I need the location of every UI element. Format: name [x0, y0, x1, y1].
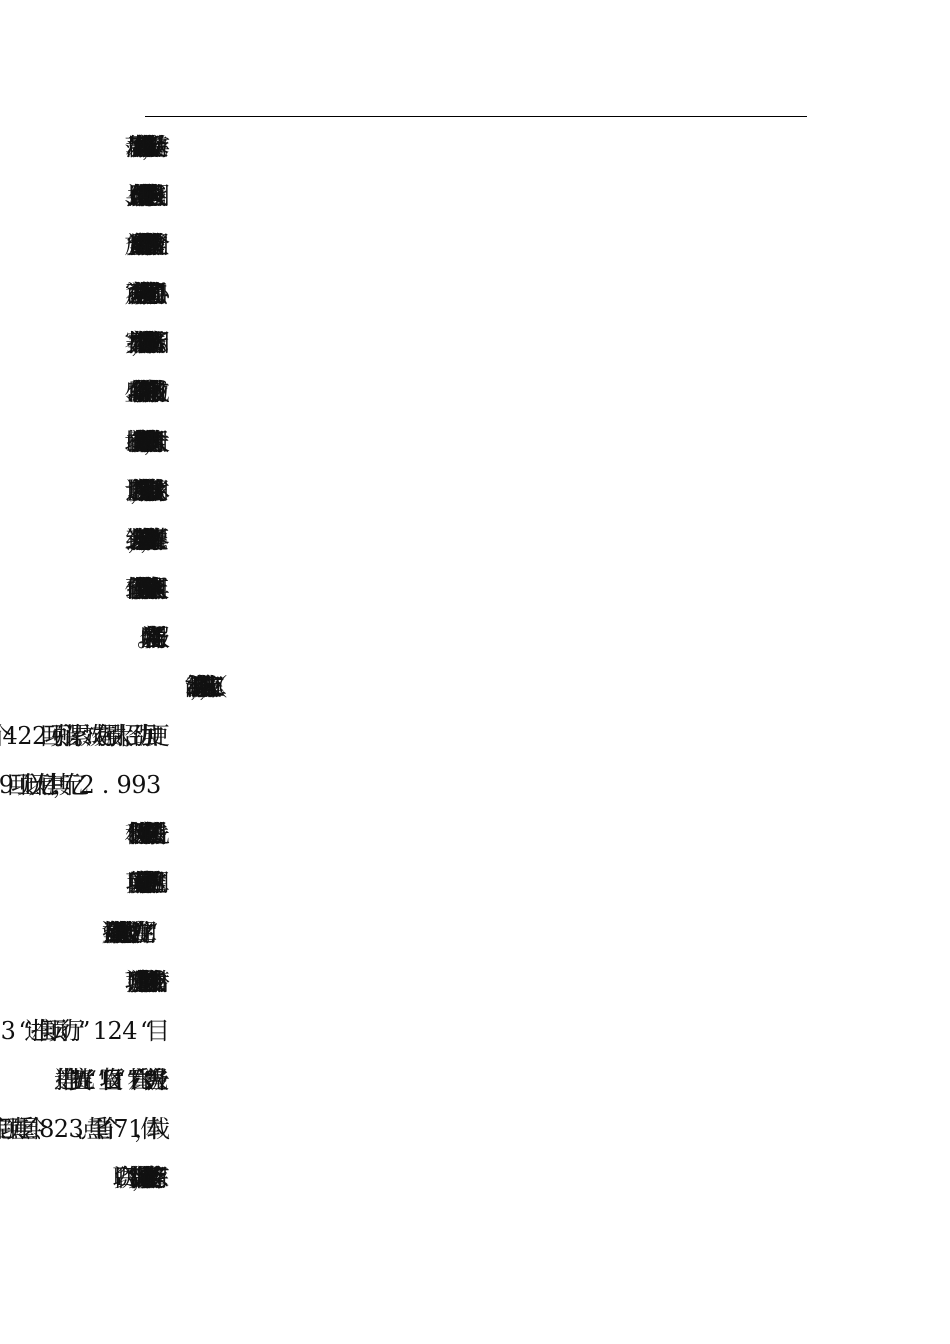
text-line: [146, 221, 846, 270]
text-line: [146, 418, 846, 467]
text-line: [146, 909, 846, 958]
text-line: [146, 467, 846, 516]
text-line: [146, 1056, 846, 1105]
text-line: [146, 565, 846, 614]
text-line: [146, 1007, 846, 1056]
text-line: [146, 270, 846, 319]
text-line: [146, 172, 846, 221]
header-rule: [145, 116, 807, 117]
text-line: [146, 663, 846, 712]
text-line: [146, 123, 846, 172]
text-line: [146, 958, 846, 1007]
text-line: [146, 810, 846, 859]
text-line: [146, 1154, 846, 1203]
text-line: [146, 516, 846, 565]
body-text: [146, 123, 846, 1203]
text-line: [146, 614, 846, 663]
text-line: [146, 761, 846, 810]
text-line: [146, 1105, 846, 1154]
text-line: [146, 859, 846, 908]
text-line: [146, 712, 846, 761]
text-line: [146, 319, 846, 368]
text-line: [146, 368, 846, 417]
